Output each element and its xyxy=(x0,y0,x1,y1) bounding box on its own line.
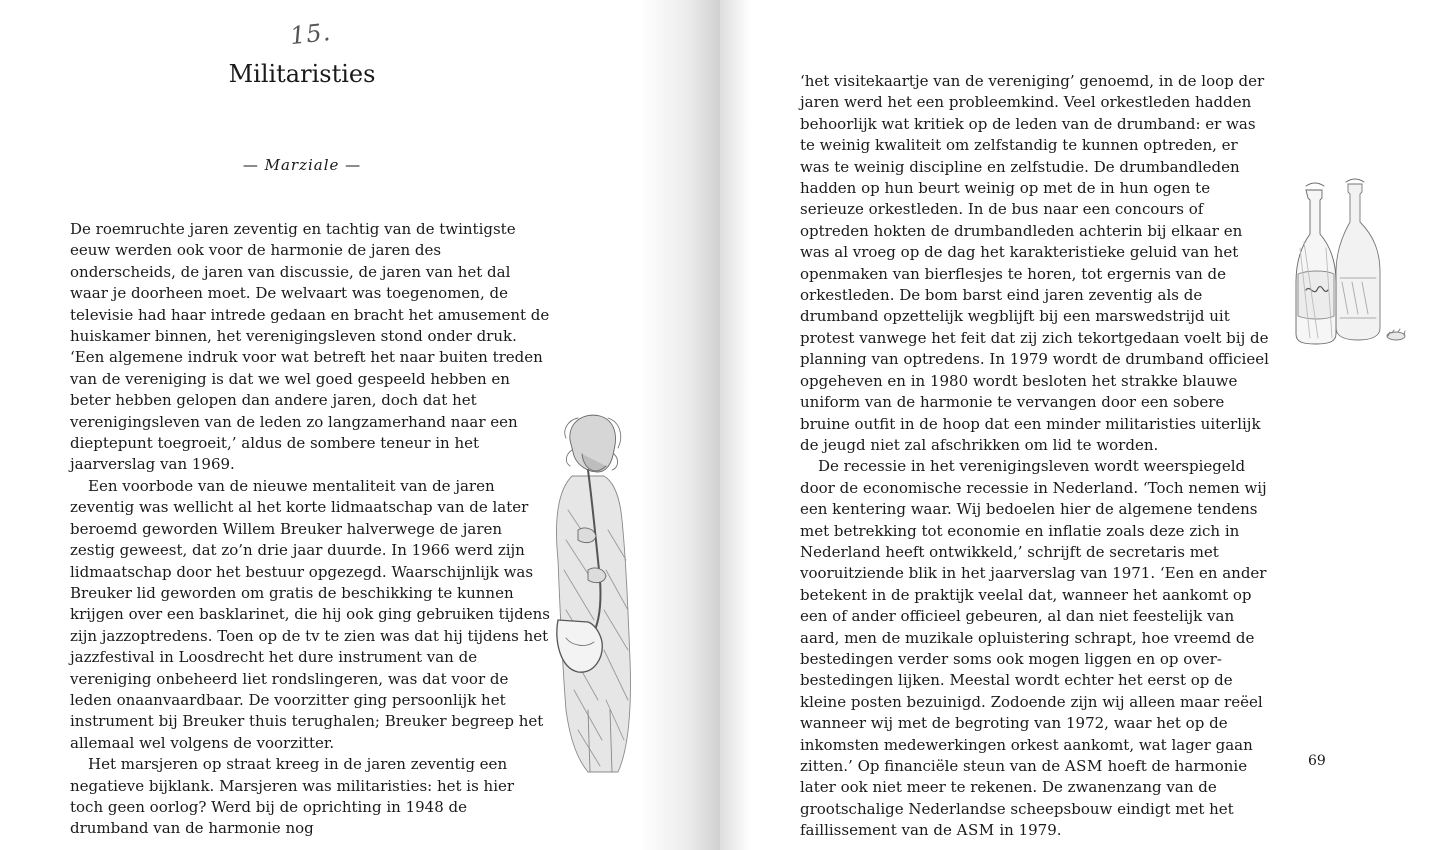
acronym-asm: ASM xyxy=(1064,757,1103,775)
paragraph: Het marsjeren op straat kreeg in de jaren zeventig een negatieve bijklank. Marsjeren was militaristies: het is hier toch geen oorlog? Werd bij de oprichting in 1948 de drumband van de harmonie nog xyxy=(70,755,515,838)
chapter-title: Militaristies xyxy=(228,60,376,88)
left-body-text xyxy=(70,219,550,840)
paragraph: De roemruchte jaren zeventig en tachtig van de twintigste eeuw werden ook voor de harmonie de jaren des onderscheids, de jaren van discussie, de jaren van het dal waar je doorheen moet. De welvaart was toegenomen, de televisie had haar intrede gedaan en bracht het amusement de huiskamer binnen, het verenigingsleven stond onder druk. ‘Een algemene indruk voor wat betreft het naar buiten treden van de vereniging is dat we wel goed gespeeld hebben en beter hebben gelopen dan andere jaren, doch dat het verenigingsleven van de leden zo langzamerhand naar een dieptepunt toegroeit,’ aldus de sombere teneur in het jaarverslag van 1969. xyxy=(70,220,550,474)
paragraph: ‘het visitekaartje van de vereniging’ genoemd, in de loop der jaren werd het een probleemkind. Veel orkestleden hadden behoorlijk wat kritiek op de leden van de drumband: er was te weinig kwaliteit om zelfstandig te kunnen optreden, er was te weinig discipline en zelfstudie. De drumbandleden hadden op hun beurt weinig op met de in hun ogen te serieuze orkestleden. In de bus naar een concours of optreden hokten de drumbandleden achterin bij elkaar en was al vroeg op de dag het karakteristieke geluid van het openmaken van bierflesjes te horen, tot ergernis van de orkestleden. De bom barst eind jaren zeventig als de drumband opzettelijk wegblijft bij een marswedstrijd uit protest vanwege het feit dat zij zich tekortgedaan voelt bij de planning van optredens. In 1979 wordt de drumband officieel opgeheven en in 1980 wordt besloten het strakke blauwe uniform van de harmonie te vervangen door een sobere bruine outfit in de hoop dat een minder militaristies uiterlijk de jeugd niet zal afschrikken om lid te worden. xyxy=(800,72,1269,454)
acronym-asm: ASM xyxy=(956,821,995,840)
chapter-number: 15. xyxy=(288,17,333,51)
paragraph: Een voorbode van de nieuwe mentaliteit van de jaren zeventig was wellicht al het korte lidmaatschap van de later beroemd geworden Willem Breuker halverwege de jaren zestig geweest, dat zo’n drie jaar duurde. In 1966 werd zijn lidmaatschap door het bestuur opgezegd. Waarschijnlijk was Breuker lid geworden om gratis de beschikking te kunnen krijgen over een basklarinet, die hij ook ging gebruiken tijdens zijn jazzoptredens. Toen op de tv te zien was dat hij tijdens het jazzfestival in Loosdrecht het dure instrument van de vereniging onbeheerd liet rondslingeren, was dat voor de leden onaanvaardbaar. De voorzitter ging persoonlijk het instrument bij Breuker thuis terughalen; Breuker begreep het allemaal wel volgens de voorzitter. xyxy=(70,476,550,752)
saxophone-player-sketch xyxy=(548,410,658,780)
paragraph-text: in 1979. xyxy=(994,821,1062,840)
paragraph-text: De recessie in het verenigingsleven wordt weerspiegeld door de economische recessie in Nederland. ‘Toch nemen wij een kentering waar. Wij bedoelen hier de algemene tendens met betrekking tot economie en inflatie zoals deze zich in Nederland heeft ontwikkeld,’ schrijft de secretaris met vooruitziende blik in het jaarverslag van 1971. ‘Een en ander betekent in de praktijk veelal dat, wanneer het aankomt op een of ander officieel gebeuren, al dan niet feestelijk van aard, men de muzikale opluistering schrapt, hoe vreemd de bestedingen verder soms ook mogen liggen en op overbestedingen lijken. Meestal wordt echter het eerst op de kleine posten bezuinigd. Zodoende zijn wij alleen maar reëel wanneer wij met de begroting van 1972, waar het op de inkomsten medewerkingen orkest aankomt, wat lager gaan zitten.’ Op financiële steun van de xyxy=(800,457,1267,775)
paragraph-text: hoeft de harmonie later ook niet meer te rekenen. De zwanenzang van de grootschalige Nederlandse scheepsbouw eindigt met het faillissement van de xyxy=(800,757,1248,840)
beer-bottles-sketch xyxy=(1288,178,1418,348)
paragraph xyxy=(800,456,1270,841)
section-heading: — Marziale — xyxy=(242,156,362,174)
page-number: 69 xyxy=(1308,753,1326,769)
right-body-text xyxy=(800,71,1270,842)
